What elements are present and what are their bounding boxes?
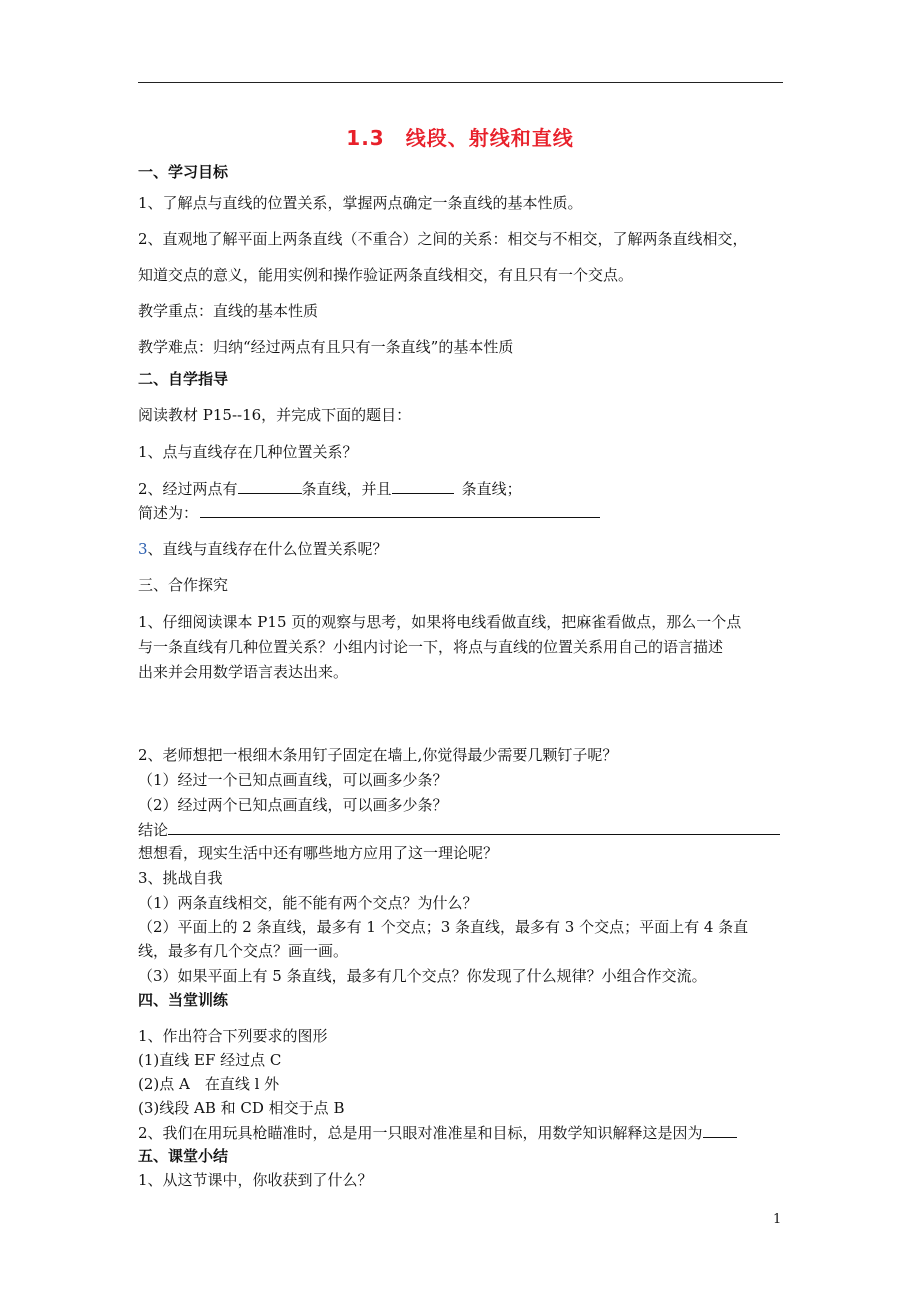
inquiry-item-1-line-3: 出来并会用数学语言表达出来。 (138, 663, 349, 681)
summary-blank[interactable] (200, 502, 600, 518)
goal-item-2-line-2: 知道交点的意义，能用实例和操作验证两条直线相交，有且只有一个交点。 (138, 266, 634, 284)
practice-item-1-sub-3: (3)线段 AB 和 CD 相交于点 B (138, 1099, 345, 1117)
practice-item-2-blank[interactable] (703, 1122, 737, 1138)
section-heading-self-study: 二、自学指导 (138, 370, 229, 388)
header-rule (138, 82, 783, 83)
question-3-text: 、直线与直线存在什么位置关系呢？ (147, 540, 388, 558)
question-2-part-3: 条直线； (461, 480, 522, 498)
page-title: 1.3 线段、射线和直线 (346, 126, 574, 150)
self-study-intro: 阅读教材 P15--16，并完成下面的题目： (138, 406, 412, 424)
think-question: 想想看，现实生活中还有哪些地方应用了这一理论呢？ (138, 844, 499, 862)
goal-item-2-line-1: 2、直观地了解平面上两条直线（不重合）之间的关系：相交与不相交，了解两条直线相交， (138, 230, 748, 248)
answer-blank-2[interactable] (392, 478, 454, 494)
section-heading-summary: 五、课堂小结 (138, 1147, 229, 1165)
challenge-heading: 3、挑战自我 (138, 869, 223, 887)
inquiry-item-2: 2、老师想把一根细木条用钉子固定在墙上,你觉得最少需要几颗钉子呢？ (138, 746, 618, 764)
conclusion-blank[interactable] (168, 819, 780, 835)
goal-item-1: 1、了解点与直线的位置关系，掌握两点确定一条直线的基本性质。 (138, 194, 583, 212)
page-number: 1 (773, 1212, 782, 1227)
inquiry-item-1-line-1: 1、仔细阅读课本 P15 页的观察与思考，如果将电线看做直线，把麻雀看做点，那么一个点 (138, 613, 742, 631)
challenge-sub-2-line-2: 线，最多有几个交点？画一画。 (138, 942, 349, 960)
section-heading-learning-goals: 一、学习目标 (138, 163, 229, 181)
section-heading-practice: 四、当堂训练 (138, 991, 229, 1009)
inquiry-item-1-line-2: 与一条直线有几种位置关系？小组内讨论一下，将点与直线的位置关系用自己的语言描述 (138, 638, 724, 656)
key-point: 教学重点：直线的基本性质 (138, 302, 319, 320)
summary-label: 简述为： (138, 504, 199, 522)
practice-item-2 (138, 1122, 737, 1143)
section-heading-cooperative-inquiry: 三、合作探究 (138, 576, 229, 594)
self-study-question-2 (138, 478, 522, 499)
answer-blank-1[interactable] (238, 478, 302, 494)
conclusion-line (138, 819, 780, 840)
summary-item-1: 1、从这节课中，你收获到了什么？ (138, 1171, 373, 1189)
difficult-point: 教学难点：归纳“经过两点有且只有一条直线”的基本性质 (138, 338, 514, 356)
challenge-sub-1: （1）两条直线相交，能不能有两个交点？为什么？ (138, 894, 478, 912)
practice-item-1: 1、作出符合下列要求的图形 (138, 1027, 328, 1045)
self-study-summary (138, 502, 600, 523)
inquiry-item-2-sub-1: （1）经过一个已知点画直线，可以画多少条？ (138, 771, 448, 789)
challenge-sub-2-line-1: （2）平面上的 2 条直线，最多有 1 个交点；3 条直线，最多有 3 个交点；平面上有 4 条直 (138, 918, 749, 936)
question-2-part-2: 条直线，并且 (301, 480, 392, 498)
conclusion-label: 结论 (138, 821, 169, 839)
self-study-question-3 (138, 539, 388, 559)
practice-item-2-text: 2、我们在用玩具枪瞄准时，总是用一只眼对准准星和目标，用数学知识解释这是因为 (138, 1124, 703, 1142)
question-3-number: 3 (138, 540, 148, 558)
challenge-sub-3: （3）如果平面上有 5 条直线，最多有几个交点？你发现了什么规律？小组合作交流。 (138, 967, 707, 985)
practice-item-1-sub-1: (1)直线 EF 经过点 C (138, 1051, 282, 1069)
inquiry-item-2-sub-2: （2）经过两个已知点画直线，可以画多少条？ (138, 796, 448, 814)
self-study-question-1: 1、点与直线存在几种位置关系？ (138, 443, 358, 461)
question-2-part-1: 2、经过两点有 (138, 480, 238, 498)
practice-item-1-sub-2: (2)点 A 在直线 l 外 (138, 1075, 280, 1093)
